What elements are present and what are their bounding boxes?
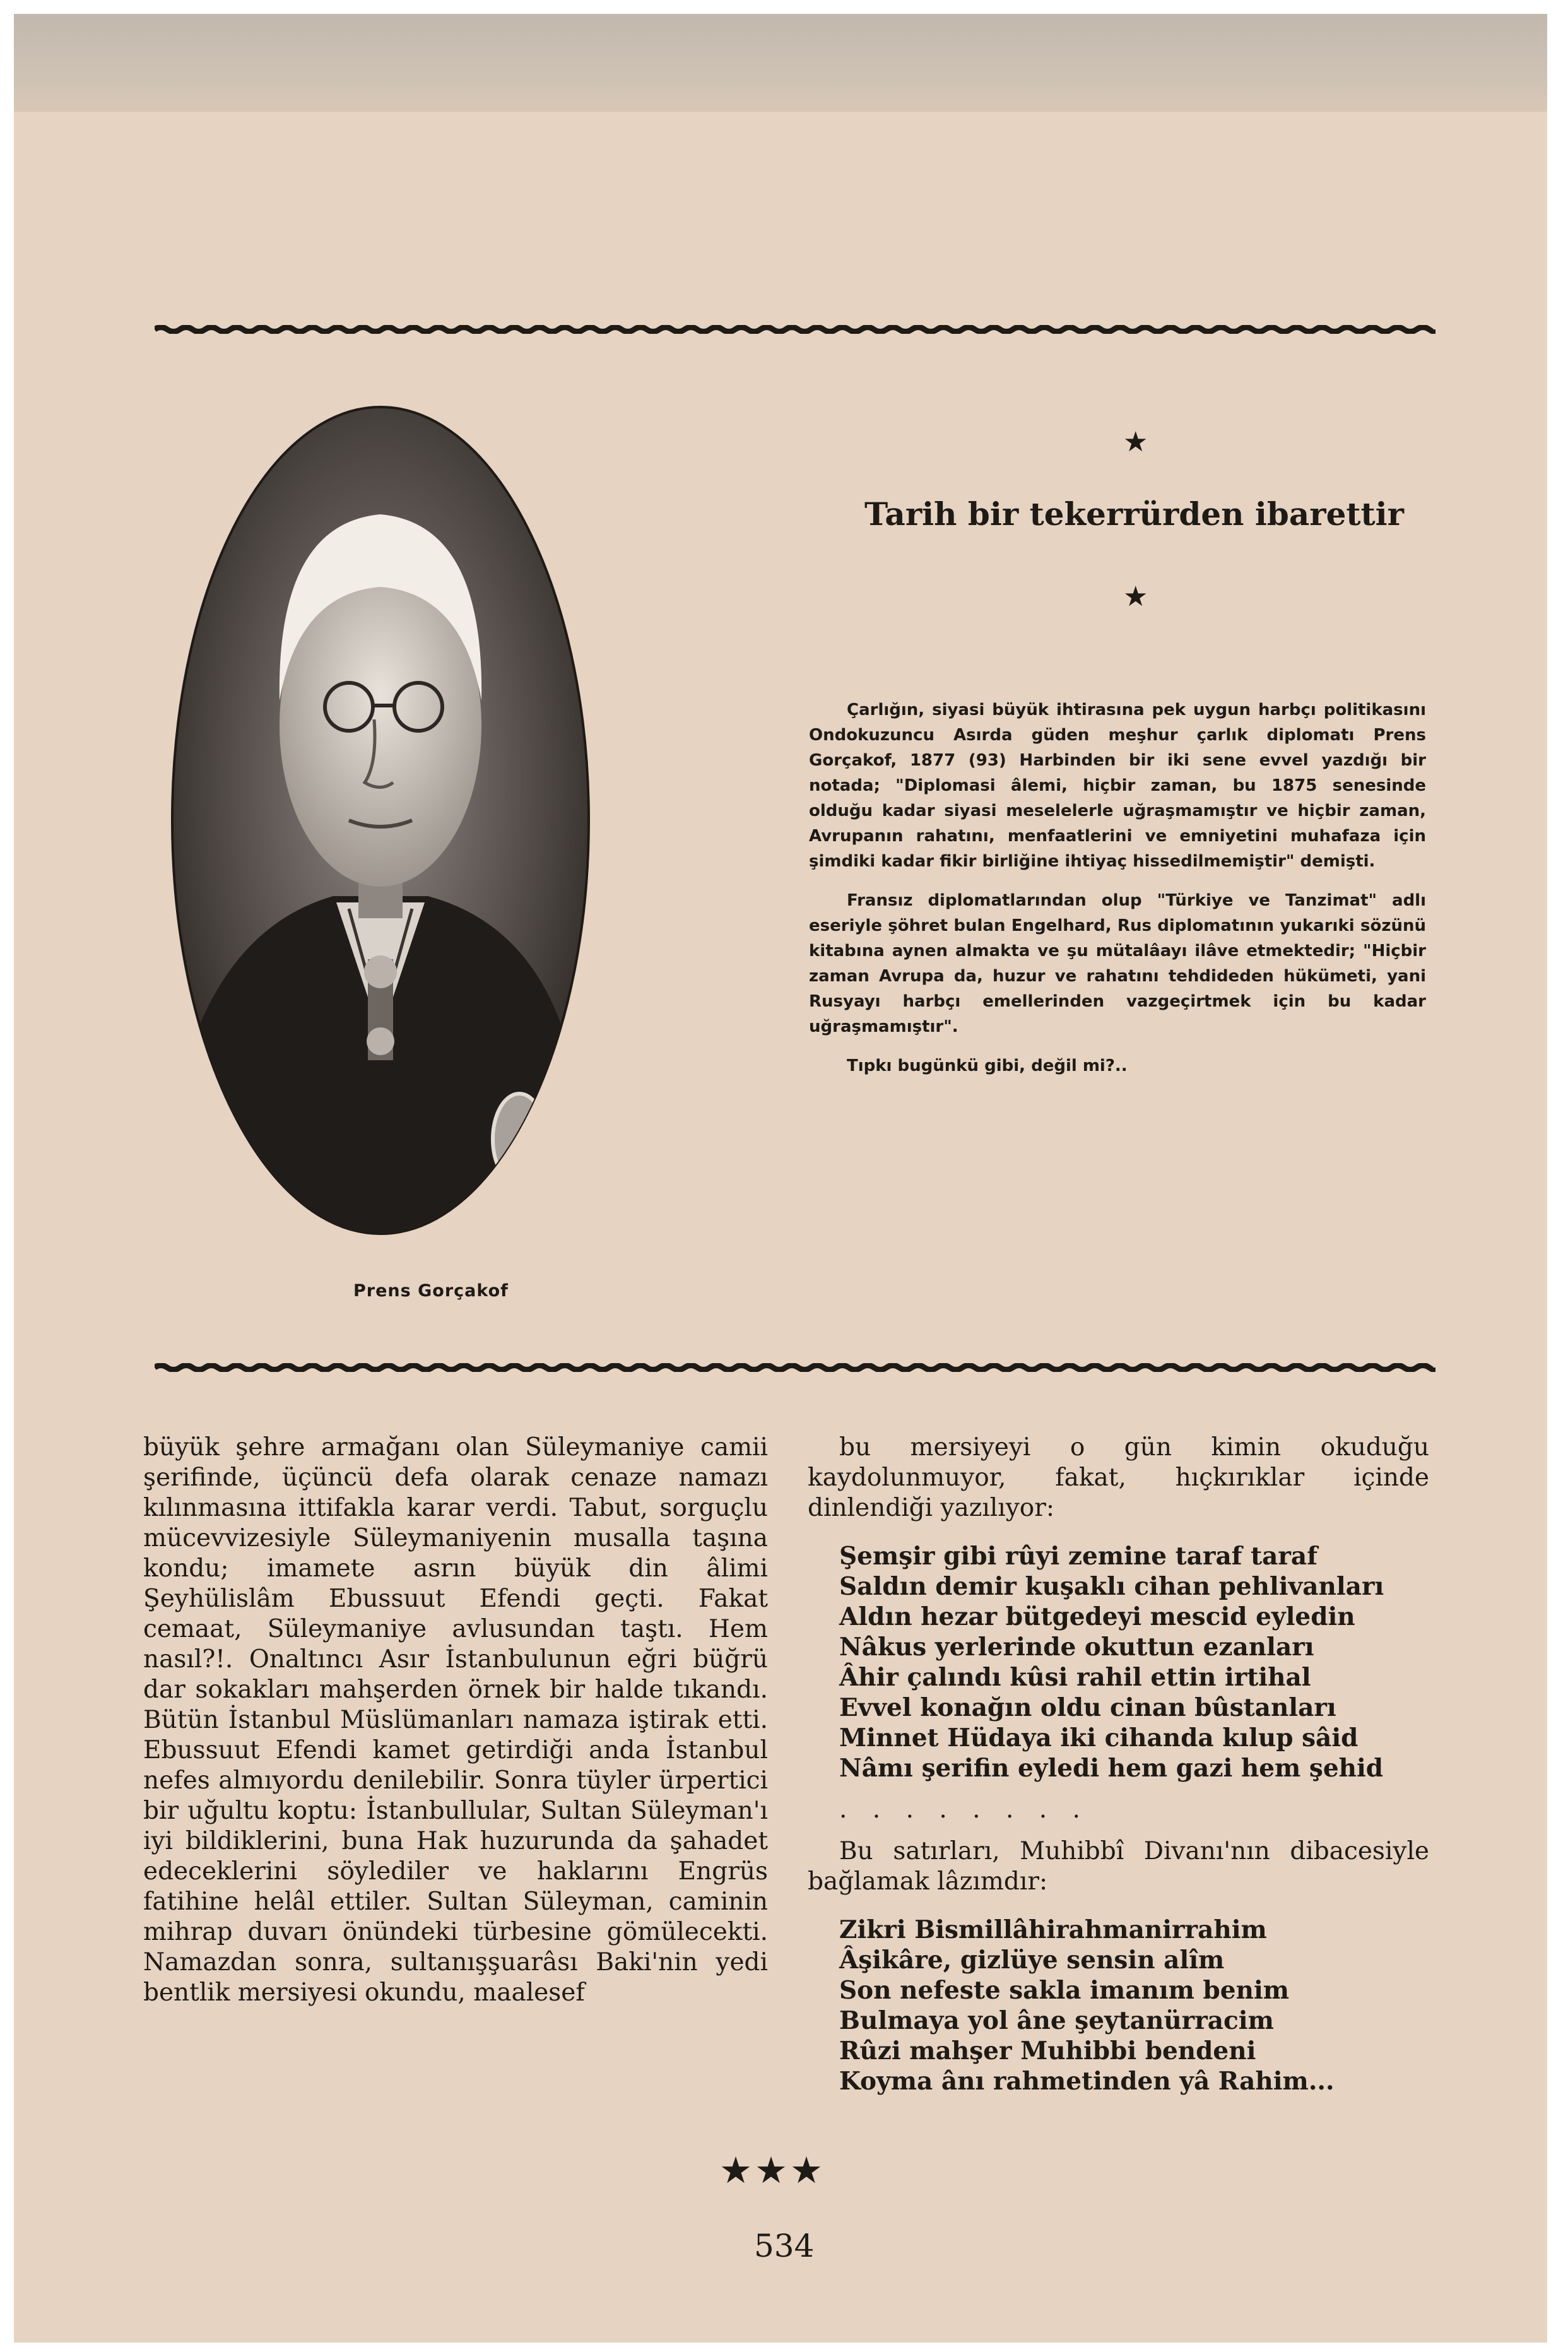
verse-line: Nâkus yerlerinde okuttun ezanları: [839, 1633, 1314, 1662]
page-top-strip: [14, 14, 1547, 112]
right-middle-paragraph: Bu satırları, Muhibbî Divanı'nın dibacesiyle bağlamak lâzımdır:: [808, 1837, 1429, 1896]
verse-line: Nâmı şerifin eyledi hem gazi hem şehid: [839, 1754, 1384, 1783]
verse-line: Saldın demir kuşaklı cihan pehlivanları: [839, 1572, 1384, 1601]
muhibbi-verse: [839, 1915, 1429, 2096]
top-decorative-rule: [155, 325, 1435, 334]
elegy-verse: [839, 1541, 1429, 1783]
verse-line: Minnet Hüdaya iki cihanda kılup sâid: [839, 1723, 1359, 1752]
portrait-caption: Prens Gorçakof: [353, 1281, 509, 1301]
right-intro-paragraph: bu mersiyeyi o gün kimin okuduğu kaydolunmuyor, fakat, hıçkırıklar içinde dinlendiği yazılıyor:: [808, 1433, 1429, 1522]
intro-text: [809, 697, 1426, 1092]
intro-paragraph: Fransız diplomatlarından olup "Türkiye ve Tanzimat" adlı eseriyle şöhret bulan Engelhard, Rus diplomatının yukarıki sözünü kitabına aynen almakta ve şu mütalâayı ilâve etmektedir; "Hiçbir zaman Avrupa da, huzur ve rahatını tehdideden hükümeti, yani Rusyayı harbçı emellerinden vazgeçirtmek için bu kadar uğraşmamıştır".: [809, 891, 1426, 1036]
verse-line: Rûzi mahşer Muhibbi bendeni: [839, 2036, 1256, 2065]
verse-line: Zikri Bismillâhirahmanirrahim: [839, 1915, 1267, 1944]
verse-line: Âhir çalındı kûsi rahil ettin irtihal: [839, 1663, 1311, 1692]
verse-line: Şemşir gibi rûyi zemine taraf taraf: [839, 1542, 1317, 1571]
verse-line: Son nefeste sakla imanım benim: [839, 1976, 1290, 2005]
verse-line: Evvel konağın oldu cinan bûstanları: [839, 1693, 1336, 1722]
verse-line: Aldın hezar bütgedeyi mescid eyledin: [839, 1602, 1355, 1631]
verse-line: Bulmaya yol âne şeytanürracim: [839, 2006, 1274, 2035]
star-icon: ★: [1123, 581, 1148, 613]
verse-line: Koyma ânı rahmetinden yâ Rahim...: [839, 2067, 1335, 2096]
page-number: 534: [754, 2228, 815, 2264]
three-stars-ornament: ★★★: [719, 2149, 825, 2192]
left-column-text: büyük şehre armağanı olan Süleymaniye camii şerifinde, üçüncü defa olarak cenaze namazı kılınmasına ittifakla karar verdi. Tabut, sorguçlu mücevvizesiyle Süleymaniyenin musalla taşına kondu; imamete asrın büyük din âlimi Şeyhülislâm Ebussuut Efendi geçti. Fakat cemaat, Süleymaniye avlusundan taştı. Hem nasıl?!. Onaltıncı Asır İstanbulunun eğri büğrü dar sokakları mahşerden örnek bir halde tıkandı. Bütün İstanbul Müslümanları namaza iştirak etti. Ebussuut Efendi kamet getirdiği anda İstanbul nefes almıyordu denilebilir. Sonra tüyler ürpertici bir uğultu koptu: İstanbullular, Sultan Süleyman'ı iyi bildiklerini, buna Hak huzurunda da şahadet edeceklerini söylediler ve haklarını Engrüs fatihine helâl ettiler. Sultan Süleyman, caminin mihrap duvarı önündeki türbesine gömülecekti. Namazdan sonra, sultanışşuarâsı Baki'nin yedi bentlik mersiyesi okundu, maalesef: [143, 1433, 768, 2007]
portrait-image: [169, 404, 592, 1237]
intro-paragraph: Çarlığın, siyasi büyük ihtirasına pek uygun harbçı politikasını Ondokuzuncu Asırda güden meşhur çarlık diplomatı Prens Gorçakof, 1877 (93) Harbinden bir iki sene evvel yazdığı bir notada; "Diplomasi âlemi, hiçbir zaman, bu 1875 senesinde olduğu kadar siyasi meselelerle uğraşmamıştır ve hiçbir zaman, Avrupanın rahatını, menfaatlerini ve emniyetini muhafaza için şimdiki kadar fikir birliğine ihtiyaç hissedilmemiştir" demişti.: [809, 700, 1426, 871]
intro-closing-line: Tıpkı bugünkü gibi, değil mi?..: [847, 1056, 1128, 1075]
dotted-separator: . . . . . . . .: [839, 1795, 1089, 1824]
right-column: [808, 1433, 1429, 2096]
bottom-decorative-rule: [155, 1363, 1435, 1372]
article-title: Tarih bir tekerrürden ibarettir: [864, 495, 1404, 533]
star-icon: ★: [1123, 426, 1148, 458]
verse-line: Âşikâre, gizlüye sensin alîm: [839, 1946, 1225, 1975]
